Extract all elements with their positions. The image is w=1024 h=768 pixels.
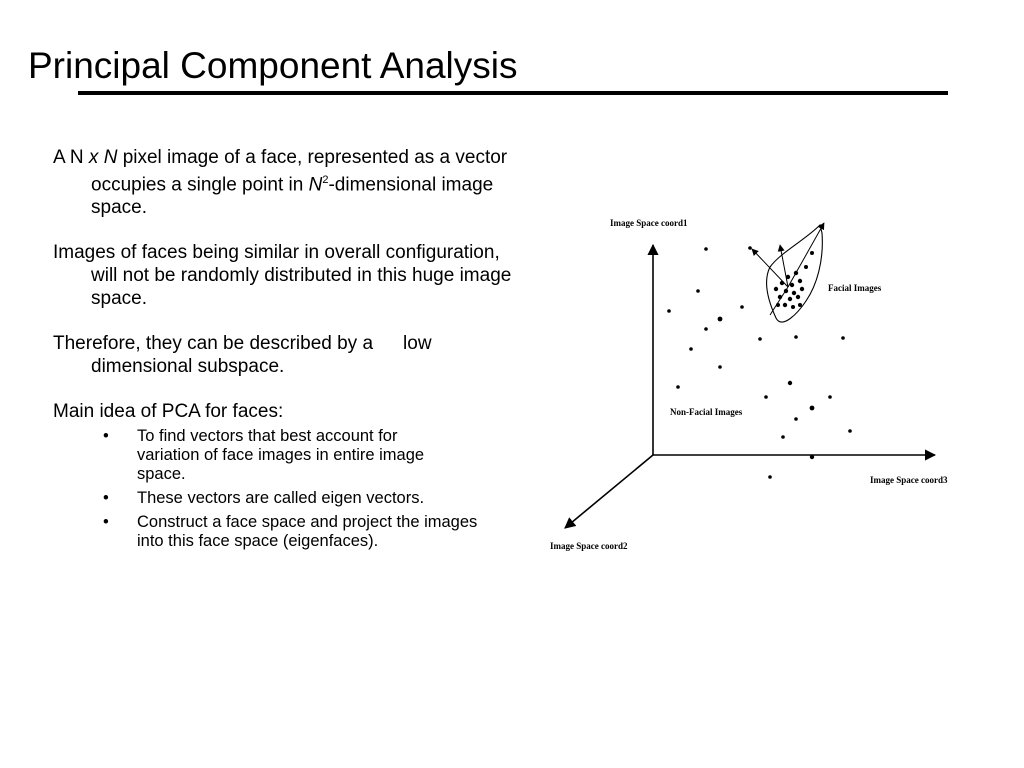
p1-n2: N	[308, 174, 323, 196]
body-text	[53, 146, 513, 556]
bullet-item: • Construct a face space and project the images into this face space (eigenfaces).	[53, 513, 483, 551]
pca-bullet-list	[53, 427, 513, 551]
paragraph-similar-faces: Images of faces being similar in overall configuration, will not be randomly distributed in this huge image space.	[53, 242, 512, 310]
slide-title: Principal Component Analysis	[28, 45, 518, 86]
non-facial-points	[667, 246, 852, 479]
title-underline	[78, 91, 948, 95]
p1-x: x	[88, 147, 99, 168]
p3-before: Therefore, they can be described by a	[53, 333, 374, 355]
axis-coord1-label: Image Space coord1	[610, 218, 688, 228]
p1-n: N	[103, 147, 118, 168]
bullet-item: • These vectors are called eigen vectors.	[53, 489, 427, 508]
image-space-diagram	[530, 205, 970, 565]
axis-coord3-label: Image Space coord3	[870, 475, 948, 485]
bullet-item: • To find vectors that best account for variation of face images in entire image space.	[53, 427, 457, 484]
p1-prefix: A N	[53, 147, 89, 168]
eigen-vector-arrow	[788, 223, 824, 287]
non-facial-images-label: Non-Facial Images	[670, 407, 743, 417]
paragraph-main-idea: Main idea of PCA for faces:	[53, 401, 284, 423]
p1-suffix: -dimensional image space.	[91, 174, 494, 219]
axis-coord2	[565, 455, 653, 528]
p3-after: low dimensional subspace.	[91, 333, 432, 378]
facial-images-label: Facial Images	[828, 283, 882, 293]
p1-superscript: 2	[322, 174, 329, 186]
axis-coord2-label: Image Space coord2	[550, 541, 628, 551]
p1-mid: pixel image of a face, represented as a vector occupies a single point in	[91, 147, 508, 196]
paragraph-face-vector	[53, 146, 513, 219]
paragraph-subspace	[53, 332, 513, 378]
